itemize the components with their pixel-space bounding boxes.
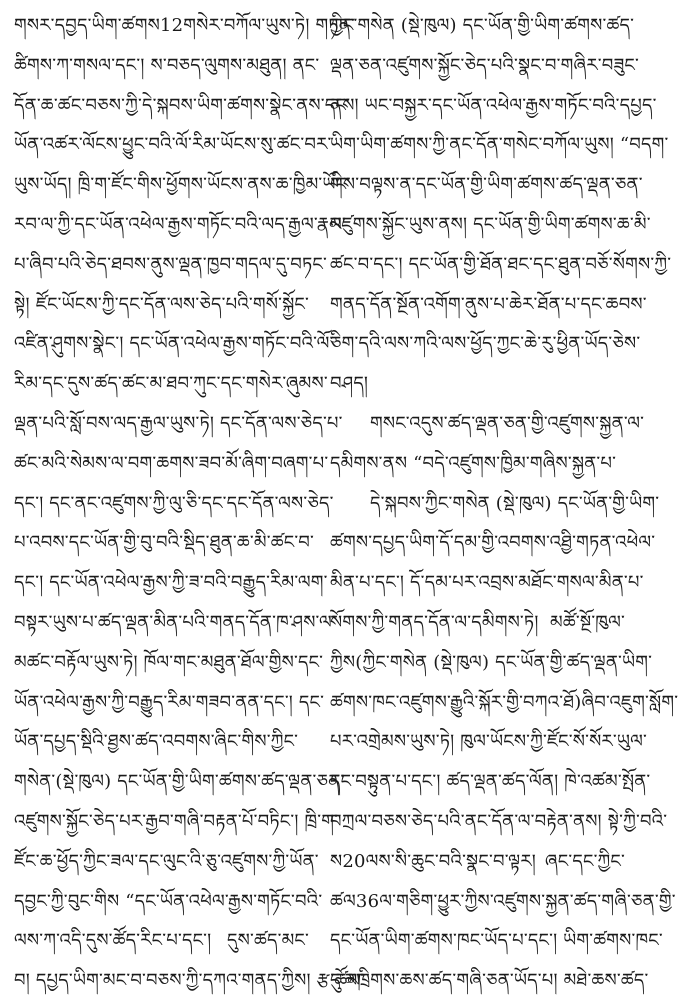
text-line: དང་ཡོན་ཡིག་ཚགས་ཁང་ཡོད་པ་དང་། ཡིག་ཚགས་ཁང་ — [330, 930, 663, 952]
text-line: སྟེ། ཛོང་ཡོངས་ཀྱི་དང་དོན་ལས་ཅེད་པའི་གསོ་སྐྱོང་ — [14, 293, 309, 315]
text-line: གནད་དོན་སྔོན་འགོག་ནུས་པ་ཆེར་ཐོན་པ་དང་ཆབས་ — [330, 293, 647, 315]
text-line: པ་ཞིབ་པའི་ཅེད་ཐབས་ནུས་ལྡན་ཁྱབ་གདལ་དུ་བཏང་ — [14, 253, 327, 275]
text-line: ཚང་བ་དང་། དང་ཡོན་གྱི་ཐོན་ཐང་དང་ཐུན་བཅོ་སོགས་ཀྱི་ — [330, 253, 672, 275]
text-line: འཛུགས་སྐྱོང་ཅེད་པར་རྒྱབ་གཞི་བརྟན་པོ་བཏིང་། ཁྲི་ག་ — [14, 810, 339, 832]
text-line: ཚགས་ཁང་འཛུགས་རྒྱུའི་སྐོར་གྱི་བཀའ་ཐོ)ཞིབ་འཇུག་སློག་ — [330, 691, 678, 713]
text-line: དབྱང་ཀྱི་བུང་གིས “དང་ཡོན་འཕེལ་རྒྱས་གཏོང་བའི་ — [14, 890, 323, 912]
paragraph-end-line: བཤད། — [330, 373, 369, 395]
text-line: པར་འགྲེམས་ཡུས་ཏེ། ཁུལ་ཡོངས་ཀྱི་ཛོང་སོ་སོར་ཡུལ་ — [330, 731, 647, 753]
paragraph-start-line: གསང་འདུས་ཚད་ལྡན་ཅན་གྱི་འཛུགས་སྐྱན་ལ་ — [370, 412, 645, 434]
text-line: ཛོང་ཆ་ཕྱོད་ཀྱིང་ཟལ་དང་ལུང་འི་ཅུ་འཛུགས་ཀྱི་ཡོན་ — [14, 850, 319, 872]
text-line: ནས། ཡང་བསྐྱར་དང་ཡོན་འཕེལ་རྒྱས་གཏོང་བའི་དཔྱད་ — [330, 94, 657, 116]
text-line: ཀྱིས(ཀྱིང་གསེན (སྡེ་ཁུལ) དང་ཡོན་གྱི་ཚད་ལྡན་ཡིག་ — [330, 651, 653, 673]
paragraph-start-line: དེ་སྐབས་ཀྱིང་གསེན (སྡེ་ཁུལ) དང་ཡོན་གྱི་ཡིག་ — [370, 492, 660, 514]
text-line: དང་། དང་ནང་འཛུགས་ཀྱི་ལུ་ཅི་དང་དང་དོན་ལས་ཅེད་ — [14, 492, 334, 514]
text-line: ཚང་མའི་སེམས་ལ་བག་ཆགས་ཟབ་མོ་ཞིག་བཞག་པ་ — [14, 452, 329, 474]
text-line: ཡོན་དཔྱད་སྡིའི་ཐྱས་ཚད་འབགས་ཞིང་གིས་ཀྱིང་ — [14, 731, 299, 753]
text-line: ཚིགས་ཀ་གསལ་དང་། ས་བཅད་ལུགས་མཐུན། ནང་ — [14, 54, 320, 76]
text-line: བ། དཔྱད་ཡིག་མང་བ་བཅས་ཀྱི་དཀའ་གནད་ཀྱིས། རྩ་ཚོམ་ — [14, 970, 365, 992]
text-line: ཡིག་ཡིག་ཚགས་ཀྱི་ནང་དོན་གསེང་བཀོལ་ཡུས། “བདག་ — [330, 134, 669, 156]
text-line: མཚང་བརྟོལ་ཡུས་ཏེ། ཁོལ་གང་མཐུན་ཐོལ་གྱིས་དང་ — [14, 651, 324, 673]
text-line: བཀྲལ་བཅས་ཅེད་པའི་ནང་དོན་ལ་བརྟེན་ནས། སྟེ་ཀྱི་བའི་ — [330, 810, 668, 832]
text-line: དོན་ཆ་ཚང་བཅས་ཀྱི་དེ་སྐབས་ཡིག་ཚགས་སྣེང་ནས་དང་ — [14, 94, 350, 116]
text-line: ཚལ36ལ་གཅིག་ཕྱུར་ཀྱིས་འཛུགས་སྐྱན་ཚད་གཞི་ཅན་གྱི་ — [330, 890, 676, 912]
text-line: བསྟར་ཡུས་པ་ཚད་ལྡན་མིན་པའི་གནད་དོན་ཁ་ཤས་ལ་ — [14, 611, 336, 633]
text-line: པ་འབས་དང་ཡོན་གྱི་བུ་བའི་སྡིད་ཐུན་ཆ་མི་ཚང་བ་ — [14, 532, 315, 554]
text-line: འཛུགས་སྐྱོང་ཡུས་ནས། དང་ཡོན་གྱི་ཡིག་ཚགས་ཆ་མི་ — [330, 213, 651, 235]
right-text-column — [330, 6, 678, 1001]
text-line: རིམ་དང་དུས་ཚད་ཚང་མ་ཐབ་ཀུང་དང་གསེར་ཞུམས་ — [14, 373, 328, 395]
text-line: རབ་ལ་ཀྱི་དང་ཡོན་འཕེལ་རྒྱས་གཏོང་བའི་ལད་རྒྱལ་རྣམ་ — [14, 213, 346, 235]
text-line: གསར་དབྱད་ཡིག་ཚགས12གསེར་བཀོལ་ཡུས་ཏེ། གཏན་ — [14, 15, 355, 36]
text-line: ལས་ཀ་འདི་དུས་ཚོད་རིང་པ་དང་། དུས་ཚད་མང་ — [14, 930, 309, 952]
text-line: དུ་མཁྲིགས་ཆས་ཚད་གཞི་ཅན་ཡོད་པ། མཐེ་ཆས་ཚད་ — [330, 970, 649, 992]
text-line: སོགས་ཀྱི་གནད་དོན་ལ་དམིགས་ཏེ། མཚོ་སྔོ་ཁུལ་ — [330, 611, 625, 633]
text-line: མིན་པ་དང་། དོ་དམ་པར་འབྲས་མཐོང་གསལ་མིན་པ་ — [330, 572, 644, 594]
text-line: དང་བསྟུན་པ་དང་། ཚད་ལྡན་ཚད་ལོན། ཁེ་འཚམ་སྤོན་ — [330, 771, 651, 793]
paragraph-end-line: དམིགས་ནས “བདེ་འཛུགས་ཁྱིམ་གཞིས་སྐྱན་པ་ — [330, 452, 617, 474]
text-line: ལྡན་ཅན་འཛུགས་སྐྱོང་ཅེད་པའི་སྣང་བ་གཞིར་བཟུང་ — [330, 54, 639, 76]
text-line: གསེན་(སྡེ་ཁུལ) དང་ཡོན་གྱི་ཡིག་ཚགས་ཚད་ལྡན་ཅན་ — [14, 771, 345, 793]
text-line: ཅིག་དའི་ལས་ཀའི་ལས་ཕྱོད་ཀྱང་ཆེ་རུ་ཕྱིན་ཡོད་ཅེས་ — [330, 333, 641, 355]
text-line: ལྡན་པའི་སློ་བས་ལད་རྒྱལ་ཡུས་ཏེ། དང་དོན་ལས་ཅེད་པ་ — [14, 412, 343, 434]
text-line: ཚགས་དཔྱད་ཡིག་དོ་དམ་གྱི་འབགས་འཐྱི་གཏན་འཕེལ་ — [330, 532, 656, 554]
text-line: ཡོན་འཚར་ལོངས་ཕྱུང་བའི་ལོ་རིམ་ཡོངས་སུ་ཚང་བར་ — [14, 134, 332, 156]
text-line: ཀྱིང་གསེན (སྡེ་ཁུལ) དང་ཡོན་གྱི་ཡིག་ཚགས་ཚད་ — [330, 15, 635, 36]
text-line: འཛིན་ཤུགས་སྣེང་། དང་ཡོན་འཕེལ་རྒྱས་གཏོང་བའི་ལོ་ — [14, 333, 334, 355]
text-line: ས20ལས་སི་ཆུང་བའི་སྣང་བ་ལྟར། ཞང་དང་ཀྱིང་ — [330, 850, 625, 872]
text-line: ཡོན་འཕེལ་རྒྱས་ཀྱི་བརྒྱུད་རིམ་གཟབ་ནན་དང་། དང་ — [14, 691, 325, 713]
text-line: དང་། དང་ཡོན་འཕེལ་རྒྱས་ཀྱི་ཟ་བའི་བརྒྱུད་རིམ་ལག་ — [14, 572, 328, 594]
text-line: ཡུས་ཡོད། ཁྲི་ག་ཛོང་གིས་ཕྱོགས་ཡོངས་ནས་ཆ་ཁྱིམ་ཡོང་ — [14, 174, 351, 196]
text-line: གིས་བལྟས་ན་དང་ཡོན་གྱི་ཡིག་ཚགས་ཚད་ལྡན་ཅན་ — [330, 174, 643, 196]
